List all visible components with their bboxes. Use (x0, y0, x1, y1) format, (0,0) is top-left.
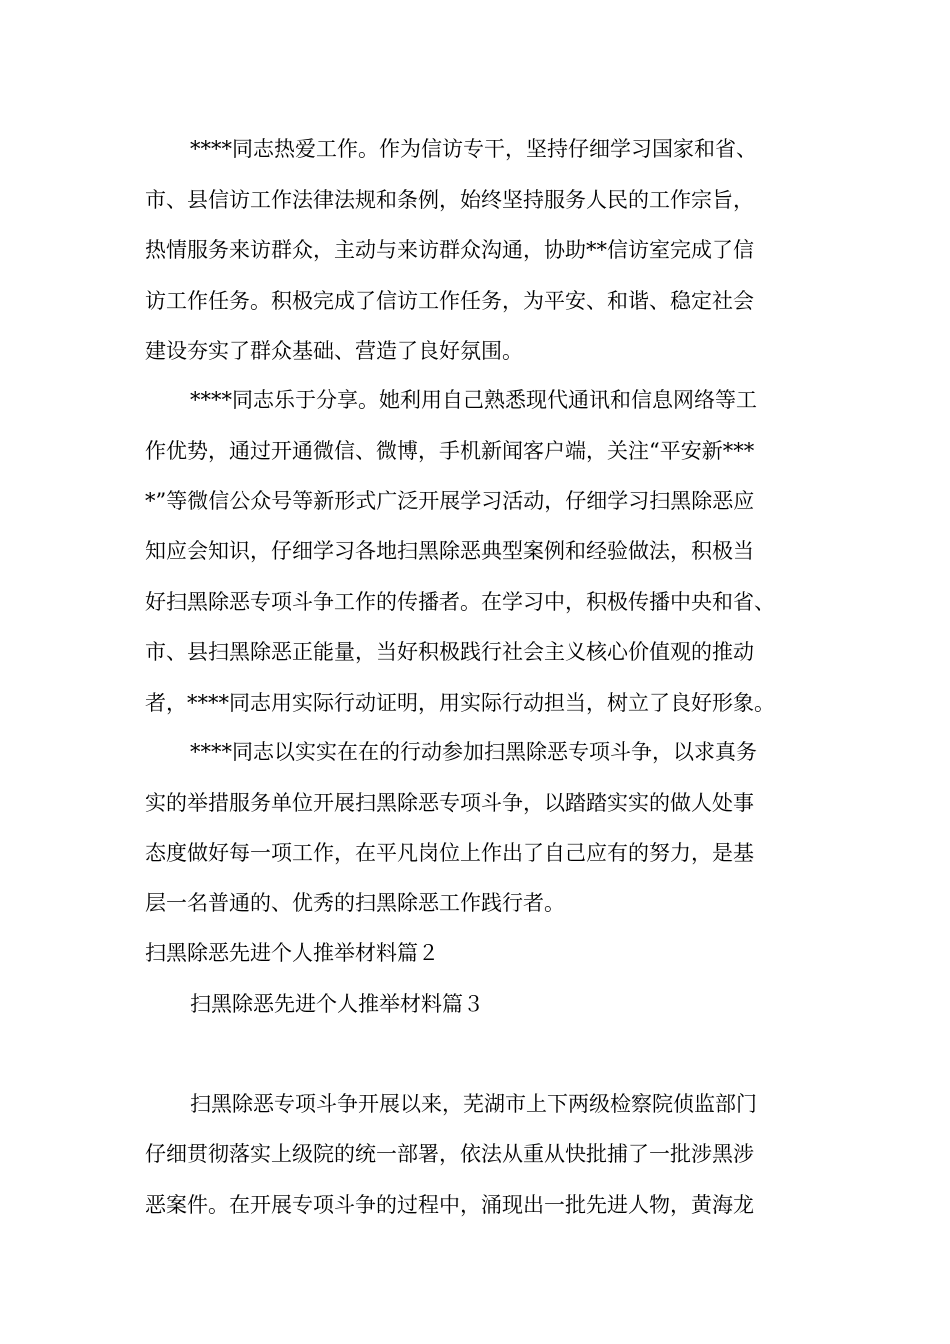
paragraph-2-line-3: *”等微信公众号等新形式广泛开展学习活动，仔细学习扫黑除恶应 (145, 489, 755, 513)
paragraph-2-line-5: 好扫黑除恶专项斗争工作的传播者。在学习中，积极传播中央和省、 (145, 590, 775, 614)
paragraph-2-line-4: 知应会知识，仔细学习各地扫黑除恶典型案例和经验做法，积极当 (145, 539, 754, 563)
paragraph-3-line-1: ****同志以实实在在的行动参加扫黑除恶专项斗争，以求真务 (190, 740, 757, 764)
paragraph-2-line-1: ****同志乐于分享。她利用自己熟悉现代通讯和信息网络等工 (190, 388, 757, 412)
paragraph-1-line-1: ****同志热爱工作。作为信访专干，坚持仔细学习国家和省、 (190, 137, 757, 161)
paragraph-2-line-2: 作优势，通过开通微信、微博，手机新闻客户端，关注“平安新*** (145, 439, 755, 463)
paragraph-3-line-4: 层一名普通的、优秀的扫黑除恶工作践行者。 (145, 891, 565, 915)
paragraph-2-line-7: 者，****同志用实际行动证明，用实际行动担当，树立了良好形象。 (145, 691, 775, 715)
paragraph-3-line-3: 态度做好每一项工作，在平凡岗位上作出了自己应有的努力，是基 (145, 841, 754, 865)
section-heading-3: 扫黑除恶先进个人推举材料篇３ (190, 992, 484, 1016)
section-heading-2: 扫黑除恶先进个人推举材料篇２ (145, 941, 439, 965)
paragraph-4-line-1: 扫黑除恶专项斗争开展以来，芜湖市上下两级检察院侦监部门 (190, 1092, 757, 1116)
paragraph-1-line-3: 热情服务来访群众，主动与来访群众沟通，协助**信访室完成了信 (145, 238, 754, 262)
paragraph-1-line-4: 访工作任务。积极完成了信访工作任务，为平安、和谐、稳定社会 (145, 289, 754, 313)
paragraph-1-line-5: 建设夯实了群众基础、营造了良好氛围。 (145, 339, 523, 363)
paragraph-1-line-2: 市、县信访工作法律法规和条例，始终坚持服务人民的工作宗旨， (145, 188, 754, 212)
paragraph-2-line-6: 市、县扫黑除恶正能量，当好积极践行社会主义核心价值观的推动 (145, 640, 754, 664)
paragraph-4-line-3: 恶案件。在开展专项斗争的过程中，涌现出一批先进人物，黄海龙 (145, 1193, 754, 1217)
paragraph-4-line-2: 仔细贯彻落实上级院的统一部署，依法从重从快批捕了一批涉黑涉 (145, 1142, 754, 1166)
paragraph-3-line-2: 实的举措服务单位开展扫黑除恶专项斗争，以踏踏实实的做人处事 (145, 791, 754, 815)
